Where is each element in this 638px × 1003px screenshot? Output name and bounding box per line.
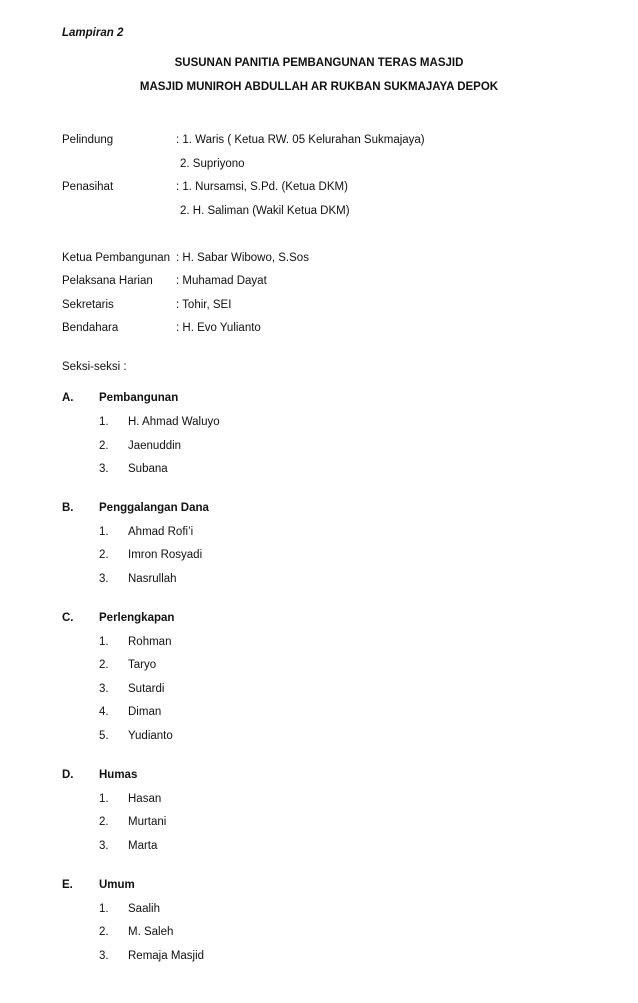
member-number: 4.	[99, 706, 109, 718]
role-label: Sekretaris	[62, 299, 114, 311]
member-name: Sutardi	[128, 683, 165, 695]
member-name: Subana	[128, 463, 168, 475]
member-name: M. Saleh	[128, 926, 174, 938]
member-name: Marta	[128, 840, 158, 852]
role-value: 2. Supriyono	[180, 158, 245, 170]
member-number: 3.	[99, 683, 109, 695]
section-letter: A.	[62, 392, 74, 404]
member-name: Nasrullah	[128, 573, 177, 585]
role-label: Bendahara	[62, 322, 119, 334]
role-label: Ketua Pembangunan	[62, 252, 171, 264]
role-value: 2. H. Saliman (Wakil Ketua DKM)	[180, 205, 350, 217]
member-number: 1.	[99, 793, 109, 805]
section-letter: D.	[62, 769, 74, 781]
role-label: Pelindung	[62, 134, 114, 146]
member-name: Hasan	[128, 793, 162, 805]
member-name: Taryo	[128, 659, 157, 671]
member-number: 1.	[99, 636, 109, 648]
member-number: 2.	[99, 926, 109, 938]
member-name: Imron Rosyadi	[128, 549, 203, 561]
role-value: : 1. Nursamsi, S.Pd. (Ketua DKM)	[176, 181, 348, 193]
member-name: Rohman	[128, 636, 172, 648]
member-number: 1.	[99, 416, 109, 428]
member-number: 1.	[99, 903, 109, 915]
sections-label: Seksi-seksi :	[62, 361, 127, 373]
role-value: : Tohir, SEI	[176, 299, 232, 311]
member-name: Ahmad Rofi’i	[128, 526, 194, 538]
member-number: 5.	[99, 730, 109, 742]
appendix-label: Lampiran 2	[62, 27, 124, 39]
member-number: 3.	[99, 840, 109, 852]
section-title: Perlengkapan	[99, 612, 175, 624]
section-title: Penggalangan Dana	[99, 502, 209, 514]
role-value: : Muhamad Dayat	[176, 275, 267, 287]
member-number: 3.	[99, 463, 109, 475]
role-label: Pelaksana Harian	[62, 275, 153, 287]
member-number: 2.	[99, 440, 109, 452]
member-number: 1.	[99, 526, 109, 538]
section-letter: C.	[62, 612, 74, 624]
member-name: Diman	[128, 706, 162, 718]
section-title: Umum	[99, 879, 135, 891]
section-title: Pembangunan	[99, 392, 179, 404]
document-subtitle: MASJID MUNIROH ABDULLAH AR RUKBAN SUKMAJAYA DEPOK	[139, 81, 499, 93]
role-value: : H. Sabar Wibowo, S.Sos	[176, 252, 309, 264]
member-name: Murtani	[128, 816, 167, 828]
member-name: Jaenuddin	[128, 440, 182, 452]
member-name: Yudianto	[128, 730, 173, 742]
role-value: : H. Evo Yulianto	[176, 322, 261, 334]
section-title: Humas	[99, 769, 138, 781]
role-value: : 1. Waris ( Ketua RW. 05 Kelurahan Sukmajaya)	[176, 134, 425, 146]
section-letter: B.	[62, 502, 74, 514]
member-number: 3.	[99, 573, 109, 585]
member-name: H. Ahmad Waluyo	[128, 416, 220, 428]
member-number: 3.	[99, 950, 109, 962]
member-number: 2.	[99, 549, 109, 561]
section-letter: E.	[62, 879, 73, 891]
role-label: Penasihat	[62, 181, 114, 193]
member-number: 2.	[99, 816, 109, 828]
member-name: Saalih	[128, 903, 160, 915]
member-name: Remaja Masjid	[128, 950, 205, 962]
document-title: SUSUNAN PANITIA PEMBANGUNAN TERAS MASJID	[174, 57, 464, 69]
member-number: 2.	[99, 659, 109, 671]
